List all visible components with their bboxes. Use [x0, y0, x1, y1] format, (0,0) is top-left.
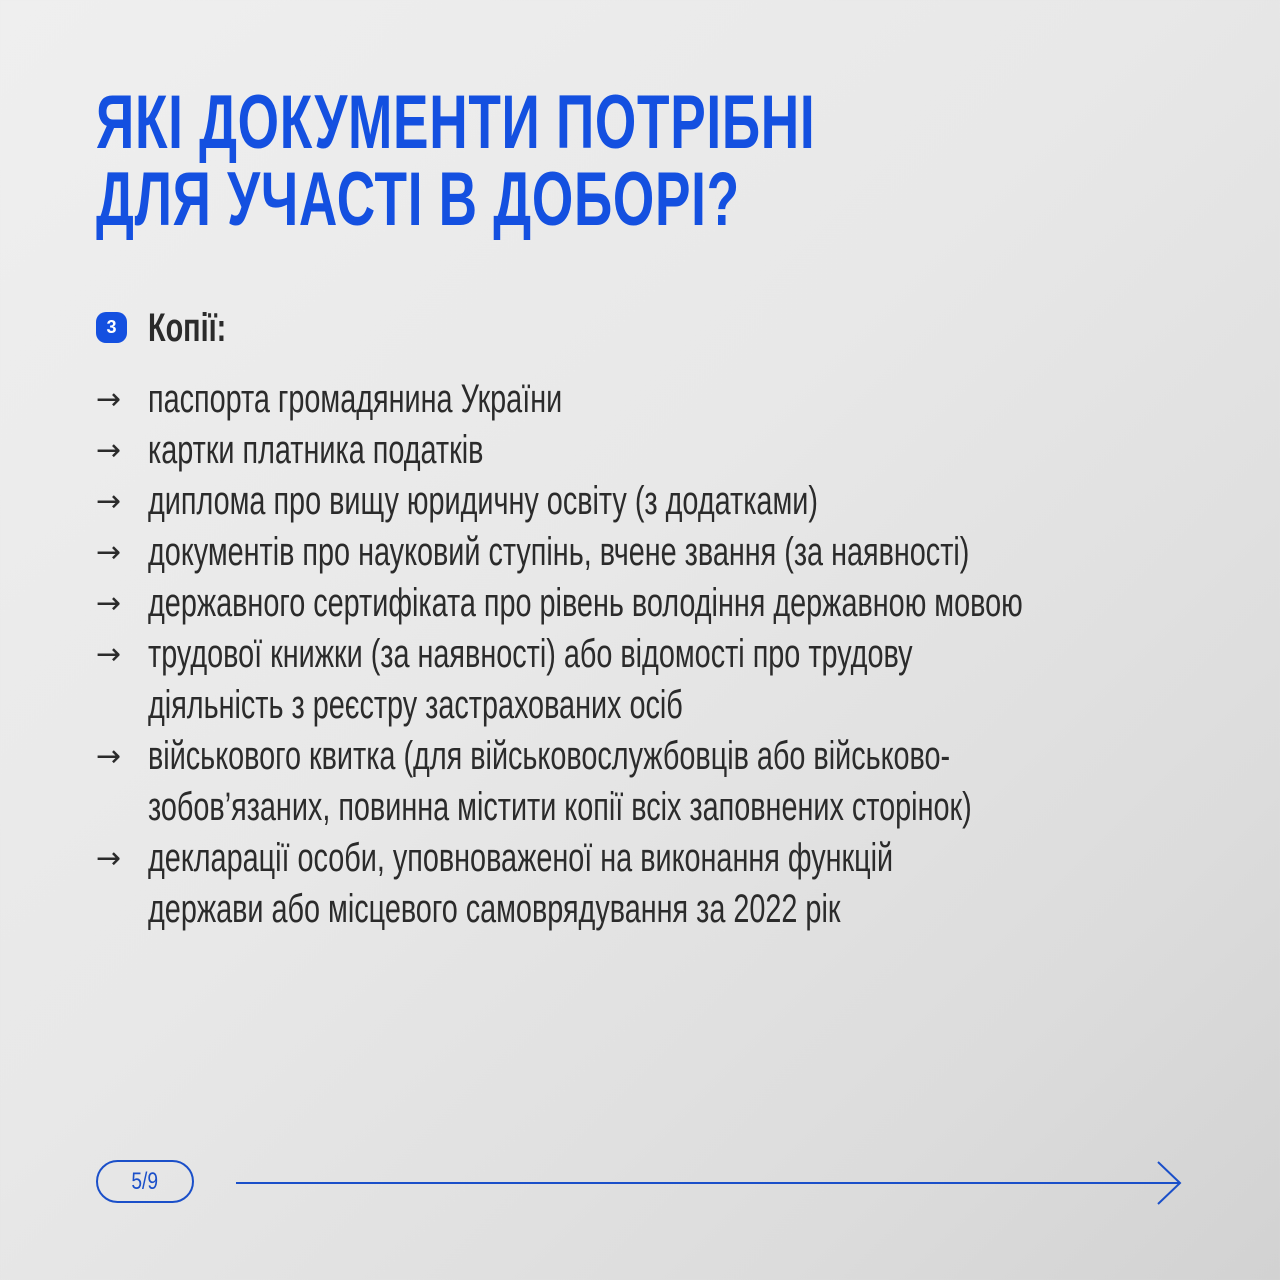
list-item [96, 578, 1280, 629]
arrow-right-icon[interactable] [236, 1160, 1184, 1206]
list-item [96, 629, 1280, 731]
list-item [96, 731, 1280, 833]
section-label: Копії: [148, 306, 227, 350]
title-line-1: ЯКІ ДОКУМЕНТИ ПОТРІБНІ [96, 80, 816, 165]
page-indicator [96, 1160, 194, 1203]
arrow-right-icon: → [96, 433, 122, 468]
section-number-badge: 3 [96, 312, 127, 343]
arrow-right-icon: → [96, 382, 122, 417]
list-item-text: трудової книжки (за наявності) або відомості про трудову [148, 632, 913, 676]
page-indicator-text: 5/9 [131, 1167, 159, 1195]
title-line-2: ДЛЯ УЧАСТІ В ДОБОРІ? [96, 157, 740, 242]
list-item-text: картки платника податків [148, 428, 484, 472]
list-item-text: паспорта громадянина України [148, 377, 563, 421]
list-item [96, 833, 1280, 935]
list-item-text: диплома про вищу юридичну освіту (з додатками) [148, 479, 818, 523]
list-item [96, 476, 1280, 527]
arrow-right-icon: → [96, 586, 122, 621]
list-item [96, 527, 1280, 578]
list-item [96, 425, 1280, 476]
arrow-right-icon: → [96, 739, 122, 774]
list-item-text: документів про науковий ступінь, вчене звання (за наявності) [148, 530, 970, 574]
list-item-text-continued: діяльність з реєстру застрахованих осіб [148, 683, 683, 727]
list-item [96, 374, 1280, 425]
arrow-right-icon: → [96, 841, 122, 876]
arrow-right-icon: → [96, 535, 122, 570]
list-item-text: військового квитка (для військовослужбовців або військово- [148, 734, 951, 778]
arrow-right-icon: → [96, 484, 122, 519]
list-item-text-continued: зобов’язаних, повинна містити копії всіх заповнених сторінок) [148, 785, 972, 829]
arrow-right-icon: → [96, 637, 122, 672]
document-list [96, 374, 1280, 935]
section-heading [96, 306, 227, 350]
list-item-text-continued: держави або місцевого самоврядування за 2022 рік [148, 887, 841, 931]
page-title [96, 80, 816, 242]
list-item-text: декларації особи, уповноваженої на виконання функцій [148, 836, 894, 880]
list-item-text: державного сертифіката про рівень володіння державною мовою [148, 581, 1023, 625]
